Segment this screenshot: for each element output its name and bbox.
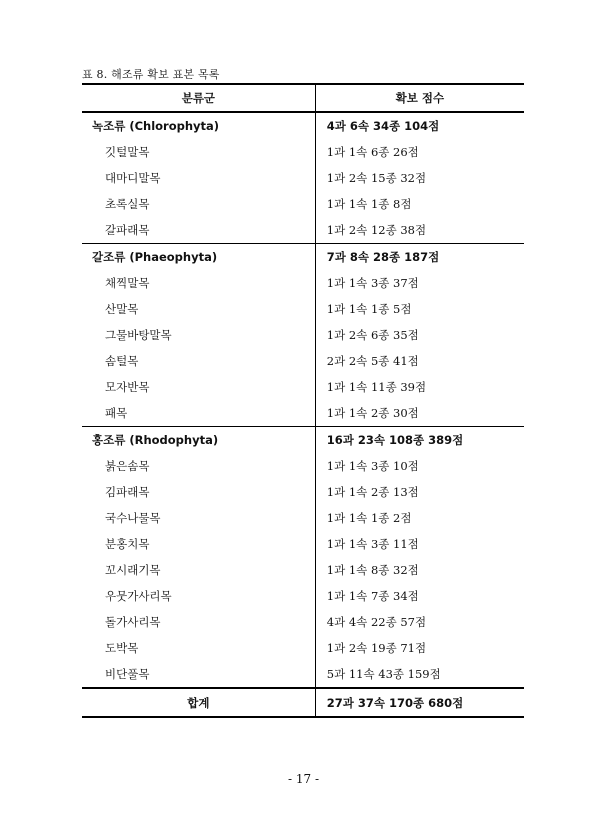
count-cell: 16과 23속 108종 389점 — [315, 427, 524, 454]
taxon-cell: 솜털목 — [82, 348, 315, 374]
taxon-cell: 초록실목 — [82, 191, 315, 217]
table-row — [82, 165, 524, 191]
count-cell: 2과 2속 5종 41점 — [326, 354, 419, 368]
count-cell: 1과 1속 3종 11점 — [326, 537, 419, 551]
table-row — [82, 348, 524, 374]
count-cell: 1과 1속 1종 5점 — [326, 302, 412, 316]
taxon-cell: 비단풀목 — [82, 661, 315, 688]
count-cell: 7과 8속 28종 187점 — [315, 244, 524, 271]
table-row — [82, 557, 524, 583]
count-cell: 1과 1속 11종 39점 — [326, 380, 427, 394]
group-row — [82, 427, 524, 454]
count-cell: 1과 1속 3종 37점 — [326, 276, 419, 290]
table-row — [82, 479, 524, 505]
page-number: - 17 - — [287, 772, 319, 786]
table-row — [82, 583, 524, 609]
count-cell: 1과 1속 7종 34점 — [326, 589, 419, 603]
taxon-cell: 붉은솜목 — [82, 453, 315, 479]
table-body — [82, 112, 524, 717]
count-cell: 1과 1속 1종 2점 — [326, 511, 412, 525]
count-cell: 1과 1속 6종 26점 — [326, 145, 419, 159]
taxon-cell: 산말목 — [82, 296, 315, 322]
group-row — [82, 112, 524, 139]
taxon-cell: 돌가사리목 — [82, 609, 315, 635]
header-taxon: 분류군 — [82, 84, 315, 112]
count-cell: 5과 11속 43종 159점 — [326, 667, 441, 681]
taxon-cell: 도박목 — [82, 635, 315, 661]
taxon-cell: 녹조류 (Chlorophyta) — [82, 112, 315, 139]
table-row — [82, 635, 524, 661]
taxon-cell: 우뭇가사리목 — [82, 583, 315, 609]
taxon-cell: 갈파래목 — [82, 217, 315, 244]
count-cell: 1과 2속 6종 35점 — [326, 328, 419, 342]
taxon-cell: 합계 — [82, 688, 315, 717]
table-row — [82, 270, 524, 296]
table-row — [82, 400, 524, 427]
count-cell: 1과 2속 12종 38점 — [326, 223, 427, 237]
total-row — [82, 688, 524, 717]
taxon-cell: 그물바탕말목 — [82, 322, 315, 348]
table-header-row — [82, 84, 524, 112]
taxon-cell: 모자반목 — [82, 374, 315, 400]
taxon-cell: 채찍말목 — [82, 270, 315, 296]
taxon-cell: 홍조류 (Rhodophyta) — [82, 427, 315, 454]
group-row — [82, 244, 524, 271]
header-count: 확보 점수 — [315, 84, 524, 112]
table-row — [82, 139, 524, 165]
specimen-table — [82, 83, 524, 718]
count-cell: 1과 1속 1종 8점 — [326, 197, 412, 211]
count-cell: 4과 4속 22종 57점 — [326, 615, 427, 629]
count-cell: 1과 2속 15종 32점 — [326, 171, 427, 185]
table-row — [82, 191, 524, 217]
table-row — [82, 531, 524, 557]
table-row — [82, 505, 524, 531]
table-row — [82, 296, 524, 322]
taxon-cell: 국수나물목 — [82, 505, 315, 531]
taxon-cell: 분홍치목 — [82, 531, 315, 557]
count-cell: 1과 2속 19종 71점 — [326, 641, 427, 655]
table-row — [82, 374, 524, 400]
taxon-cell: 갈조류 (Phaeophyta) — [82, 244, 315, 271]
taxon-cell: 김파래목 — [82, 479, 315, 505]
table-caption: 표 8. 해조류 확보 표본 목록 — [82, 68, 220, 81]
taxon-cell: 패목 — [82, 400, 315, 427]
table-row — [82, 453, 524, 479]
count-cell: 4과 6속 34종 104점 — [326, 119, 440, 133]
count-cell: 27과 37속 170종 680점 — [315, 688, 524, 717]
count-cell: 1과 1속 2종 30점 — [326, 406, 419, 420]
table-row — [82, 609, 524, 635]
table-row — [82, 661, 524, 688]
table-row — [82, 217, 524, 244]
taxon-cell: 꼬시래기목 — [82, 557, 315, 583]
count-cell: 1과 1속 3종 10점 — [326, 459, 419, 473]
table-row — [82, 322, 524, 348]
count-cell: 1과 1속 8종 32점 — [326, 563, 419, 577]
taxon-cell: 대마디말목 — [82, 165, 315, 191]
count-cell: 1과 1속 2종 13점 — [326, 485, 419, 499]
taxon-cell: 깃털말목 — [82, 139, 315, 165]
